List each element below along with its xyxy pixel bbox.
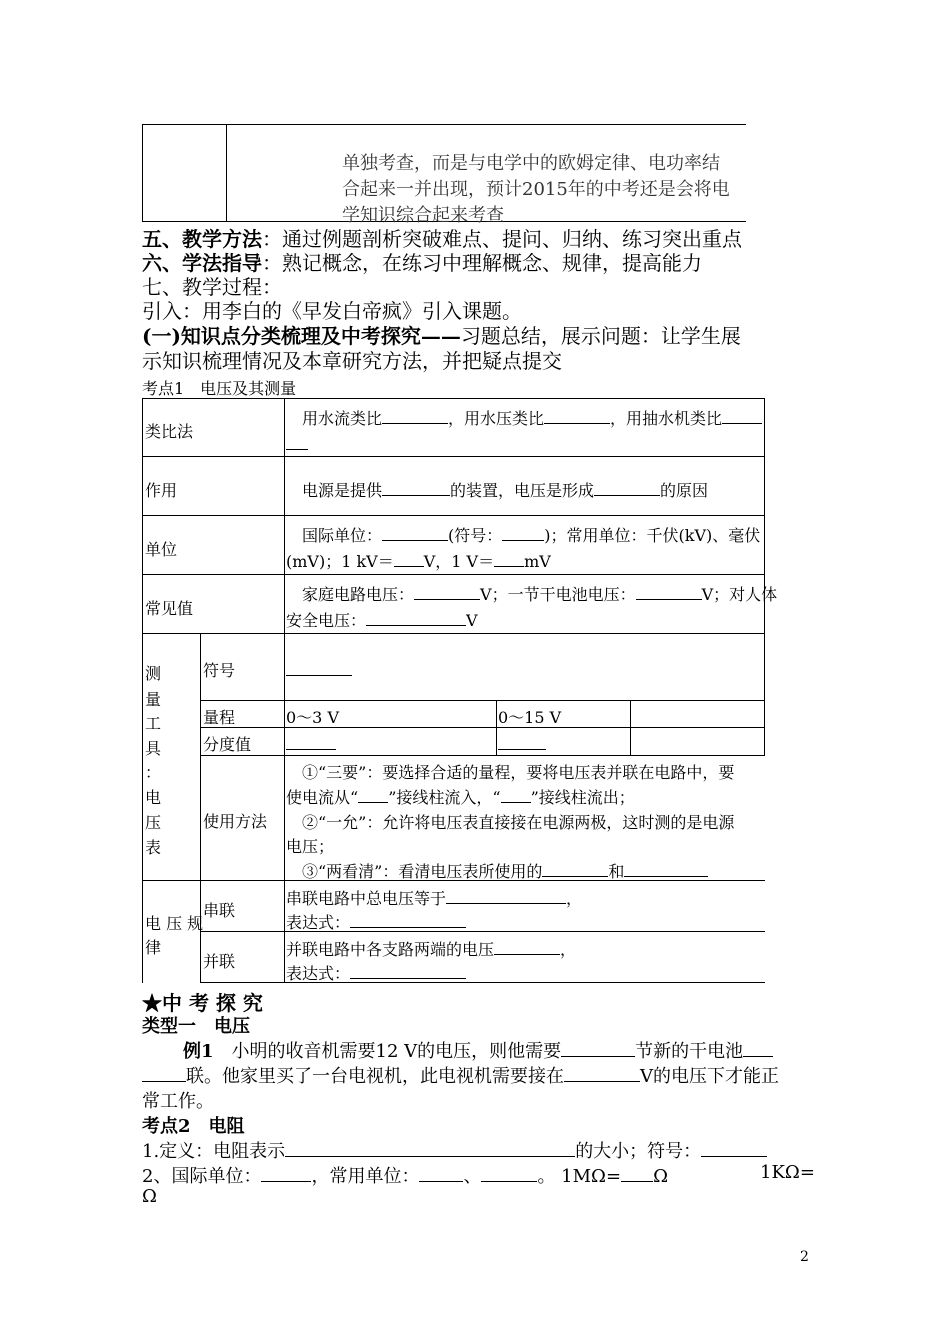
voltage-law-label-2: 律 (145, 938, 162, 957)
units-part-f: 1KΩ= (760, 1162, 815, 1183)
common-blank-2[interactable] (636, 583, 702, 600)
example-1-label: 例1 (183, 1041, 214, 1062)
part1-rest: 习题总结，展示问题：让学生展 (460, 324, 741, 348)
usage-part-b: ”接线柱流入，“ (388, 788, 501, 807)
series-expr-label: 表达式： (286, 913, 351, 932)
measure-label-char: 工 (145, 714, 162, 733)
explore-type-1: 类型一 电压 (142, 1016, 250, 1037)
units-blank-2[interactable] (419, 1163, 463, 1182)
top-table-mid-border (226, 124, 227, 222)
analogy-part-a: 用水流类比 (302, 409, 383, 428)
analogy-blank-2[interactable] (544, 407, 610, 424)
row-label-function: 作用 (145, 481, 178, 500)
top-table-bottom-left (142, 221, 227, 222)
top-table-line-2: 合起来一并出现，预计2015年的中考还是会将电 (342, 179, 730, 200)
common-values-line-2 (286, 608, 478, 631)
unit-part-e: V，1 V＝ (423, 552, 495, 571)
section-6-text: ：熟记概念，在练习中理解概念、规律，提高能力 (262, 251, 702, 275)
common-part-c: V；对人体 (701, 585, 778, 604)
range-label: 量程 (203, 708, 236, 727)
units-part-b: ，常用单位： (311, 1166, 420, 1187)
analogy-part-c: ，用抽水机类比 (610, 409, 723, 428)
unit-part-c: )；常用单位：千伏(kV)、毫伏 (544, 526, 761, 545)
row-label-common-values: 常见值 (145, 599, 194, 618)
page-number: 2 (800, 1249, 809, 1265)
units-part-g: Ω (142, 1186, 157, 1207)
top-table-top-border (142, 124, 746, 125)
kaodian-1-title: 考点1 电压及其测量 (142, 379, 297, 398)
series-part-a: 串联电路中总电压等于 (286, 889, 447, 908)
usage-line-2 (286, 785, 635, 808)
analogy-blank-3-cont (286, 449, 308, 450)
top-table-line-1: 单独考查，而是与电学中的欧姆定律、电功率结 (342, 153, 720, 174)
voltage-law-label-1: 电 压 规 (145, 914, 204, 933)
example-1-part-a: 小明的收音机需要12 V的电压，则他需要 (213, 1041, 562, 1062)
units-blank-4[interactable] (621, 1163, 653, 1182)
top-table-left-border (142, 124, 143, 222)
section-5-label: 五、教学方法 (142, 227, 262, 251)
row-label-analogy: 类比法 (145, 422, 194, 441)
table-border (142, 515, 765, 516)
measure-label-char: 压 (145, 813, 162, 832)
table-border (284, 398, 285, 634)
usage-part-d: ③“两看清”：看清电压表所使用的 (302, 862, 543, 881)
resistance-units (142, 1162, 668, 1188)
unit-part-f: mV (524, 552, 551, 571)
range-value-a: 0～3 V (286, 708, 340, 727)
parallel-blank-1[interactable] (494, 938, 560, 955)
series-part-b: ， (566, 889, 583, 908)
example-1-part-b: 节新的干电池 (635, 1041, 744, 1062)
table-border (630, 700, 631, 756)
measure-label-char: 表 (145, 838, 162, 857)
usage-line-1: ①“三要”：要选择合适的量程，要将电压表并联在电路中，要 (302, 763, 735, 782)
analogy-blank-3[interactable] (722, 407, 762, 424)
measure-label-char: 具 (145, 739, 162, 758)
measure-label-char: 电 (145, 788, 162, 807)
row-label-unit: 单位 (145, 540, 178, 559)
common-part-b: V；一节干电池电压： (480, 585, 636, 604)
range-value-b: 0～15 V (498, 708, 562, 727)
unit-part-b: (符号： (448, 526, 503, 545)
parallel-part-b: ， (560, 940, 577, 959)
section-5 (142, 227, 742, 251)
common-blank-3[interactable] (366, 609, 466, 626)
row-function-content (302, 478, 708, 501)
units-part-c: 、 (463, 1166, 482, 1187)
usage-part-a: 使电流从“ (286, 788, 359, 807)
part1-heading (142, 324, 741, 348)
resistance-definition (142, 1137, 767, 1163)
example-1-line-2 (142, 1062, 779, 1088)
series-blank-1[interactable] (446, 887, 566, 904)
measure-label-char: 量 (145, 690, 162, 709)
row-analogy-content (302, 406, 762, 429)
kaodian-2-title: 考点2 电阻 (142, 1116, 245, 1137)
analogy-part-b: ，用水压类比 (448, 409, 545, 428)
series-line-1 (286, 886, 582, 909)
unit-blank-2[interactable] (502, 524, 544, 541)
unit-part-d: (mV)；1 kV＝ (286, 552, 394, 571)
common-part-d: 安全电压： (286, 611, 367, 630)
definition-part-b: 的大小；符号： (575, 1141, 702, 1162)
example-1-line-3: 常工作。 (142, 1091, 214, 1112)
parallel-line-2 (286, 961, 466, 984)
table-border (496, 700, 497, 756)
function-blank-2[interactable] (594, 479, 660, 496)
division-blank-b[interactable] (498, 749, 546, 750)
unit-line-1 (302, 523, 760, 546)
example-1-blank-3[interactable] (564, 1063, 640, 1082)
usage-blank-3[interactable] (542, 860, 608, 877)
series-line-2 (286, 910, 466, 933)
unit-blank-1[interactable] (382, 524, 448, 541)
parallel-blank-2[interactable] (350, 962, 466, 979)
table-border (142, 398, 765, 399)
table-border (142, 456, 765, 457)
part1-bold: (一)知识点分类梳理及中考探究—— (142, 324, 461, 348)
common-part-a: 家庭电路电压： (302, 585, 415, 604)
common-part-e: V (466, 611, 478, 630)
symbol-blank[interactable] (286, 675, 352, 676)
example-1-blank-2b[interactable] (142, 1063, 186, 1082)
definition-blank-2[interactable] (701, 1138, 767, 1157)
table-border (142, 398, 143, 983)
example-1-line-1 (183, 1037, 773, 1063)
section-5-text: ：通过例题剖析突破难点、提问、归纳、练习突出重点 (262, 227, 742, 251)
division-blank-a[interactable] (286, 749, 336, 750)
usage-line-4: 电压； (286, 837, 335, 856)
usage-blank-2[interactable] (501, 786, 531, 803)
intro-line: 引入：用李白的《早发白帝疯》引入课题。 (142, 299, 522, 323)
example-1-part-d: V的电压下才能正 (640, 1066, 779, 1087)
usage-blank-1[interactable] (358, 786, 388, 803)
parallel-label: 并联 (203, 952, 236, 971)
usage-part-e: 和 (608, 862, 625, 881)
usage-part-c: ”接线柱流出； (530, 788, 635, 807)
section-6-label: 六、学法指导 (142, 251, 262, 275)
units-part-d: 。 1MΩ= (537, 1166, 622, 1187)
definition-part-a: 1.定义：电阻表示 (142, 1141, 286, 1162)
unit-line-2 (286, 549, 551, 572)
symbol-label: 符号 (203, 661, 236, 680)
unit-blank-3[interactable] (394, 550, 424, 567)
measure-label-char: 测 (145, 664, 162, 683)
function-blank-1[interactable] (382, 479, 450, 496)
part1-line-2: 示知识梳理情况及本章研究方法，并把疑点提交 (142, 349, 562, 373)
function-part-a: 电源是提供 (302, 481, 383, 500)
series-label: 串联 (203, 901, 236, 920)
function-part-b: 的装置，电压是形成 (450, 481, 595, 500)
explore-title: ★中 考 探 究 (142, 991, 263, 1015)
units-part-e: Ω (653, 1166, 669, 1187)
usage-line-3: ②“一允”：允许将电压表直接接在电源两极，这时测的是电源 (302, 813, 735, 832)
usage-blank-4[interactable] (624, 860, 708, 877)
parallel-line-1 (286, 937, 576, 960)
analogy-blank-1[interactable] (382, 407, 448, 424)
series-blank-2[interactable] (350, 911, 466, 928)
common-values-line-1 (302, 582, 777, 605)
function-part-c: 的原因 (660, 481, 709, 500)
units-part-a: 2、国际单位： (142, 1166, 262, 1187)
unit-blank-4[interactable] (494, 550, 524, 567)
example-1-blank-2a[interactable] (743, 1038, 773, 1057)
parallel-part-a: 并联电路中各支路两端的电压 (286, 940, 495, 959)
common-blank-1[interactable] (414, 583, 480, 600)
table-border (284, 633, 285, 983)
definition-blank-1[interactable] (285, 1138, 575, 1157)
section-6 (142, 251, 702, 275)
measure-label-char: ： (145, 763, 162, 782)
table-border (142, 633, 765, 634)
unit-part-a: 国际单位： (302, 526, 383, 545)
units-blank-1[interactable] (261, 1163, 311, 1182)
parallel-expr-label: 表达式： (286, 964, 351, 983)
usage-label: 使用方法 (203, 812, 268, 831)
top-table-line-3: 学知识综合起来考查 (342, 205, 504, 226)
usage-line-5 (302, 859, 708, 882)
example-1-blank-1[interactable] (561, 1038, 635, 1057)
units-blank-3[interactable] (481, 1163, 537, 1182)
example-1-part-c: 联。他家里买了一台电视机，此电视机需要接在 (186, 1066, 564, 1087)
division-label: 分度值 (203, 735, 252, 754)
table-border (142, 574, 765, 575)
section-7: 七、教学过程： (142, 275, 282, 299)
table-border (764, 633, 765, 756)
